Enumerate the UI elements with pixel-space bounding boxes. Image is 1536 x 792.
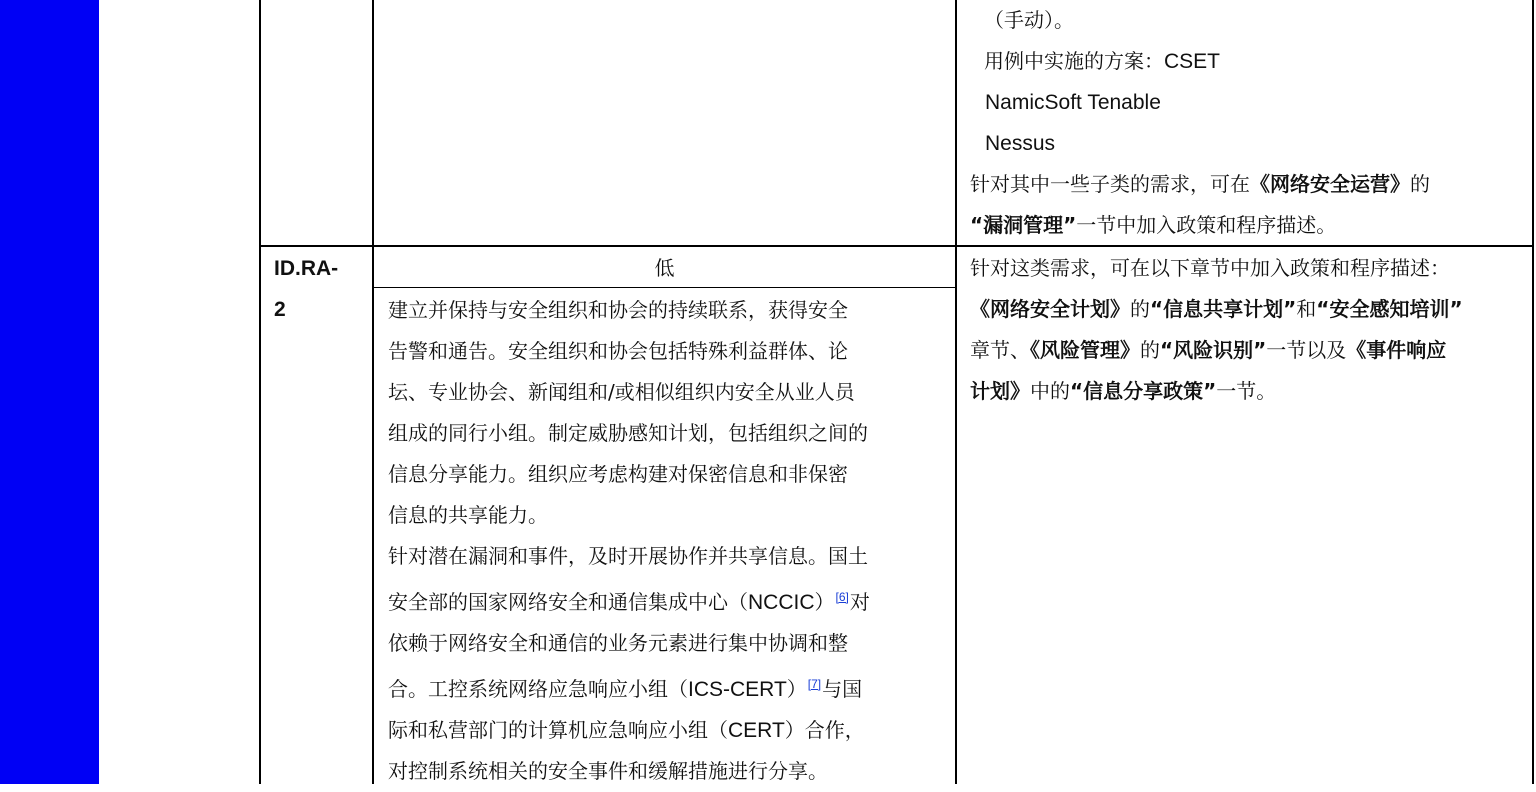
description-text: ） [786, 677, 807, 701]
top-row-notes [970, 0, 1526, 246]
description-text: ） [814, 590, 835, 614]
notes-text: 的 [1140, 338, 1160, 362]
notes-line: 针对这类需求，可在以下章节中加入政策和程序描述： [970, 256, 1450, 280]
description-line [388, 577, 948, 623]
footnote-link-7[interactable]: [7] [807, 677, 822, 691]
tool-name: NamicSoft Tenable [985, 91, 1161, 114]
tool-name: CSET [1164, 50, 1221, 73]
description-text: 与国 [822, 677, 863, 701]
notes-text: 一节。 [1216, 379, 1277, 403]
description-line: 针对潜在漏洞和事件，及时开展协作并共享信息。国土 [388, 544, 868, 568]
description-line: 建立并保持与安全组织和协会的持续联系，获得安全 [388, 298, 848, 322]
description-line: 告警和通告。安全组织和协会包括特殊利益群体、论 [388, 339, 848, 363]
doc-reference: 《网络安全计划》 [970, 297, 1130, 321]
notes-text: 章节、 [970, 338, 1030, 362]
notes-line [970, 330, 1530, 371]
doc-reference: “信息分享政策” [1070, 379, 1217, 403]
doc-reference: 计划》 [970, 379, 1030, 403]
notes-text: 针对其中一些子类的需求，可在 [970, 172, 1250, 196]
description-line [388, 664, 948, 710]
table-border-left [259, 0, 261, 784]
description-cell [388, 290, 948, 792]
notes-line [970, 123, 1526, 164]
row-id-line: 2 [274, 298, 286, 321]
table-border-right [1532, 0, 1534, 784]
description-line [388, 710, 948, 751]
description-text: ）合作， [784, 718, 865, 742]
description-line: 对控制系统相关的安全事件和缓解措施进行分享。 [388, 759, 828, 783]
side-color-bar [0, 0, 99, 784]
doc-reference: “安全感知培训” [1316, 297, 1463, 321]
description-text: 对 [849, 590, 870, 614]
notes-line [970, 82, 1526, 123]
table-column-divider-id [372, 0, 374, 784]
notes-text: （手动）。 [984, 8, 1074, 32]
org-acronym: NCCIC [748, 591, 815, 614]
notes-line [970, 41, 1526, 82]
row-notes-cell [970, 248, 1530, 412]
description-line: 信息分享能力。组织应考虑构建对保密信息和非保密 [388, 462, 848, 486]
notes-line [970, 0, 1526, 41]
description-line: 信息的共享能力。 [388, 503, 548, 527]
notes-text: 一节中加入政策和程序描述。 [1076, 213, 1337, 237]
notes-line [970, 371, 1530, 412]
description-line: 组成的同行小组。制定威胁感知计划，包括组织之间的 [388, 421, 868, 445]
notes-text: 的 [1130, 297, 1150, 321]
row-id-line: ID.RA- [274, 257, 339, 280]
notes-line [970, 164, 1526, 205]
description-line: 依赖于网络安全和通信的业务元素进行集中协调和整 [388, 631, 848, 655]
description-line: 坛、专业协会、新闻组和/或相似组织内安全从业人员 [388, 380, 855, 404]
notes-line [970, 289, 1530, 330]
doc-reference: 《事件响应 [1346, 338, 1447, 362]
notes-text: 中的 [1030, 379, 1070, 403]
org-acronym: CERT [728, 719, 785, 742]
doc-reference: “风险识别” [1160, 338, 1267, 362]
priority-label: 低 [654, 256, 675, 280]
notes-text: 和 [1296, 297, 1317, 321]
doc-reference: 《网络安全运营》 [1250, 172, 1410, 196]
doc-reference: “信息共享计划” [1150, 297, 1297, 321]
footnote-link-6[interactable]: [6] [835, 590, 849, 604]
notes-text: 的 [1410, 172, 1430, 196]
org-acronym: ICS-CERT [688, 678, 787, 701]
table-column-divider-notes [955, 0, 957, 784]
notes-text: 用例中实施的方案： [984, 49, 1164, 73]
description-text: 安全部的国家网络安全和通信集成中心（ [388, 590, 748, 614]
description-text: 合。工控系统网络应急响应小组（ [388, 677, 688, 701]
notes-text: 一节以及 [1266, 338, 1347, 362]
row-id-cell [274, 248, 370, 330]
tool-name: Nessus [985, 132, 1056, 155]
doc-reference: “漏洞管理” [970, 213, 1077, 237]
description-text: 际和私营部门的计算机应急响应小组（ [388, 718, 728, 742]
notes-line [970, 205, 1526, 246]
doc-reference: 《风险管理》 [1030, 338, 1140, 362]
